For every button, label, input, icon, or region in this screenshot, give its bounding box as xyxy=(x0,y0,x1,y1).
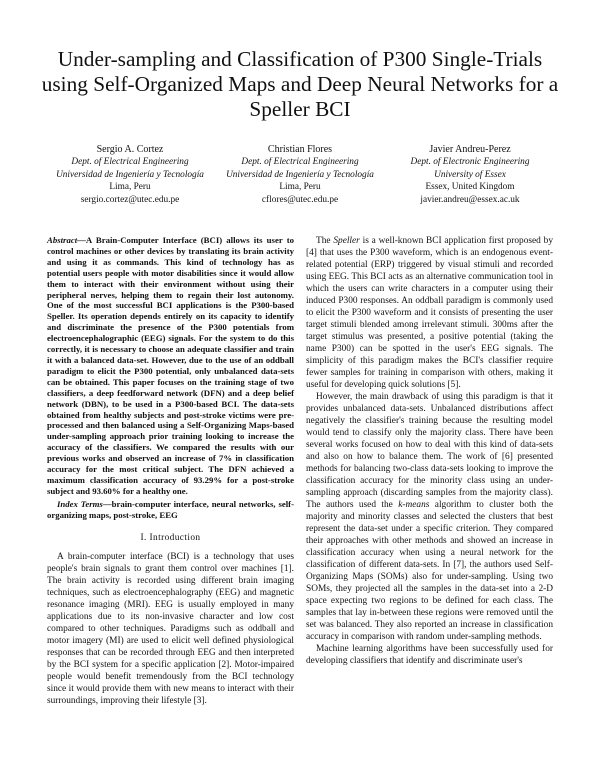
paper-title: Under-sampling and Classification of P300 Single-Trials using Self-Organized Maps and Deep Neural Networks for a Speller BCI xyxy=(41,47,559,121)
author-email: sergio.cortez@utec.edu.pe xyxy=(80,194,180,205)
index-terms xyxy=(47,499,294,521)
author-dept: Dept. of Electronic Engineering xyxy=(410,157,530,168)
text-run: The xyxy=(316,236,334,246)
author-city: Essex, United Kingdom xyxy=(425,182,515,193)
author-1 xyxy=(40,144,220,206)
author-name: Javier Andreu-Perez xyxy=(429,144,511,155)
text-run: algorithm to cluster both the majority and minority classes and selected the clusters that best represent the data-set under a specific criterion. They compared their approaches with other methods and showed an increase in classification accuracy when using a neural network for the classification of different data-sets. In [7], the authors used Self-Organizing Maps (SOMs) also for under-sampling. Using two SOMs, they projected all the samples in the data-set into a 2-D space expecting two regions to be defined for each class. The samples that lay in-between these regions were removed until the set was balanced. They also reported an increase in classification accuracy in comparison with random under-sampling methods. xyxy=(306,500,554,642)
left-column xyxy=(47,235,294,707)
author-email: javier.andreu@essex.ac.uk xyxy=(420,194,520,205)
index-terms-text: —brain-computer interface, neural networks, self-organizing maps, post-stroke, EEG xyxy=(47,498,294,520)
text-run: is a well-known BCI application first proposed by [4] that uses the P300 waveform, which is an endogenous event-related potential (ERP) triggered by visual stimuli and recorded using EEG. This BCI acts as an alternative communication tool in which the users can write characters in a computer using their induced P300 responses. An oddball paradigm is commonly used to elicit the P300 waveform and it consists of presenting the user target stimuli blended among irrelevant stimuli. 300ms after the target stimulus was presented, a positive potential (taking the name P300) can be spotted in the user's EEG signals. The simplicity of this paradigm makes the BCI's classifier require fewer samples for training in comparison with others, making it useful for developing quick solutions [5]. xyxy=(306,236,553,390)
index-terms-label: Index Terms xyxy=(57,498,103,509)
author-university: Universidad de Ingeniería y Tecnología xyxy=(226,169,374,180)
abstract-text: —A Brain-Computer Interface (BCI) allows its user to control machines or other devices by translating its brain activity and using it as commands. This kind of technology has as potential users people with motor disabilities since it would allow them to interact with their environment without using their peripheral nerves, helping them to regain their lost autonomy. One of the most successful BCI applications is the P300-based Speller. Its operation depends entirely on its capacity to identify and discriminate the presence of the P300 potentials from electroencephalographic (EEG) signals. For the system to do this correctly, it is necessary to choose an adequate classifier and train it with a balanced data-set. However, due to the use of an oddball paradigm to elicit the P300 potential, only unbalanced data-sets can be obtained. This paper focuses on the training stage of two classifiers, a deep feedforward network (DFN) and a deep belief network (DBN), to be used in a P300-based BCI. The data-sets obtained from healthy subjects and post-stroke victims were pre-processed and then balanced using a Self-Organizing Maps-based under-sampling approach prior training looking to increase the accuracy of the classifiers. We compared the results with our previous works and observed an increase of 7% in classification accuracy for the most critical subject. The DFN achieved a maximum classification accuracy of 93.29% for a post-stroke subject and 93.60% for a healthy one. xyxy=(47,235,294,496)
author-name: Christian Flores xyxy=(267,144,333,155)
body-paragraph-1 xyxy=(306,235,553,391)
text-run: However, the main drawback of using this paradigm is that it provides unbalanced data-sets. Unbalanced distributions affect negatively the classifier's training because the resulting model would tend to classify only the majority class. There have been several works focused on how to deal with this kind of data-sets and also on how to balance them. The work of [6] presented methods for balancing two-class data-sets looking to improve the classification accuracy for the minority class using an under-sampling approach (discarding samples from the majority class). The authors used the xyxy=(306,392,553,510)
emphasis-text: Speller xyxy=(333,236,360,246)
author-2 xyxy=(210,144,390,206)
body-paragraph-3: Machine learning algorithms have been successfully used for developing classifiers that identify and discriminate user's xyxy=(306,644,553,666)
author-university: University of Essex xyxy=(434,169,506,180)
right-column xyxy=(306,235,553,667)
abstract xyxy=(47,235,294,497)
author-dept: Dept. of Electrical Engineering xyxy=(241,157,359,168)
abstract-label: Abstract xyxy=(47,235,78,245)
body-paragraph-2 xyxy=(306,391,553,643)
author-email: cflores@utec.edu.pe xyxy=(261,194,339,205)
intro-paragraph: A brain-computer interface (BCI) is a technology that uses people's brain signals to grant them control over machines [1]. The brain activity is recorded using different brain imaging techniques, such as electroencephalography (EEG) and magnetic resonance imaging (MRI). EEG is usually employed in many applications due to its non-invasive character and low cost compared to other techniques. Paradigms such as oddball and motor imagery (MI) are used to elicit well defined physiological responses that can be recorded through EEG and then interpreted by the BCI system for a specific application [2]. Motor-impaired people would benefit tremendously from the BCI technology since it would provide them with new means to interact with their surroundings, improving their lifestyle [3]. xyxy=(47,551,294,706)
author-3 xyxy=(380,144,560,206)
section-heading: I. Introduction xyxy=(140,532,201,543)
author-city: Lima, Peru xyxy=(279,182,321,193)
author-block xyxy=(40,144,560,214)
emphasis-text: k-means xyxy=(398,500,430,510)
author-name: Sergio A. Cortez xyxy=(96,144,164,155)
author-dept: Dept. of Electrical Engineering xyxy=(71,157,189,168)
author-university: Universidad de Ingeniería y Tecnología xyxy=(56,169,204,180)
author-city: Lima, Peru xyxy=(109,182,151,193)
